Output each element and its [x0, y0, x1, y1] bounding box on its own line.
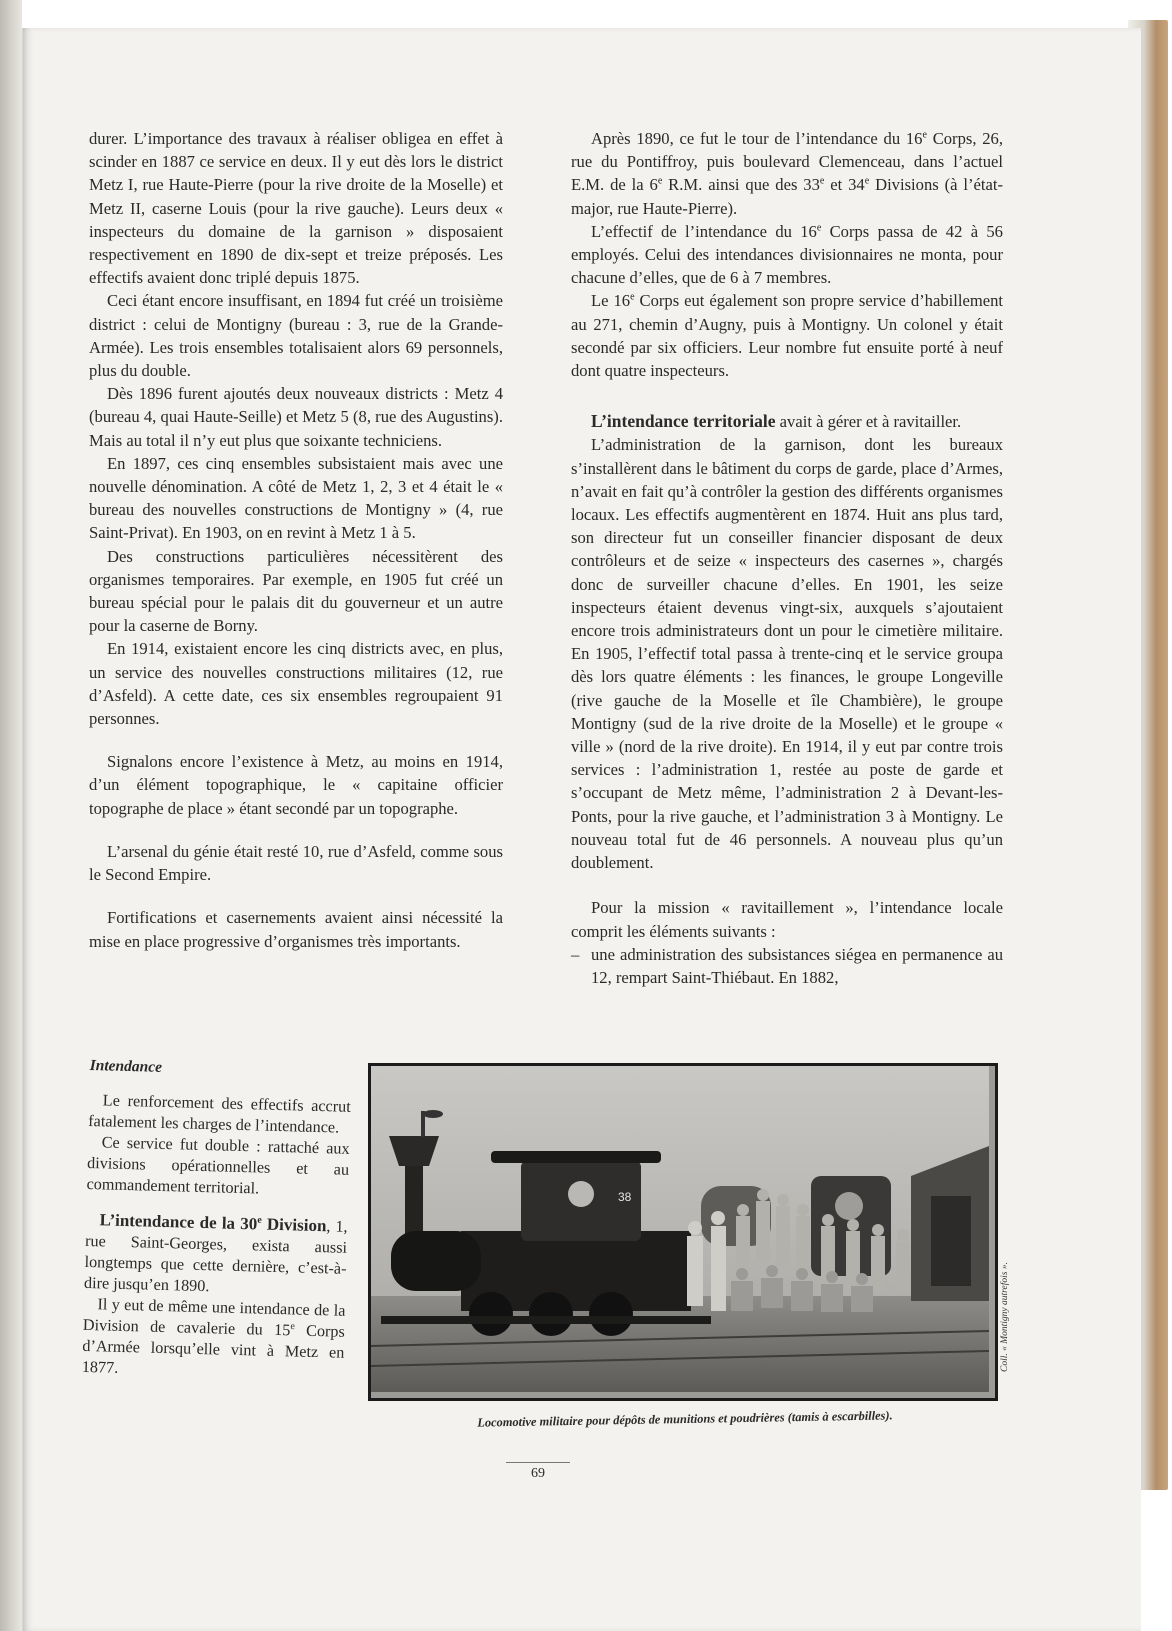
photo-credit: Coll. « Montigny autrefois ». — [1000, 1262, 1010, 1372]
section-lead: L’intendance territoriale — [591, 411, 776, 432]
paragraph: Pour la mission « ravitaillement », l’intendance locale comprit les éléments suivants : — [571, 898, 1003, 941]
paragraph: durer. L’importance des travaux à réaliser obligea en effet à scinder en 1887 ce service en deux. Il y eut dès lors le district Metz I, rue Haute-Pierre (pour la rive droite de la Moselle) et Metz II, caserne Louis (pour la rive gauche). Leurs deux « inspecteurs du domaine de la garnison » disposaient respectivement en 1890 de dix-sept et treize préposés. Les effectifs avaient donc triplé depuis 1875. — [89, 129, 503, 288]
photo-illustration — [371, 1066, 989, 1392]
paragraph: Signalons encore l’existence à Metz, au moins en 1914, d’un élément topographique, le « capitaine officier topographe de place » étant secondé par un topographe. — [89, 752, 503, 818]
paragraph: Fortifications et casernements avaient ainsi nécessité la mise en place progressive d’organismes très importants. — [89, 908, 503, 951]
book-spine-shadow — [0, 0, 22, 1631]
page-number-rule — [506, 1462, 570, 1463]
paragraph: Ceci étant encore insuffisant, en 1894 fut créé un troisième district : celui de Montigny (bureau : 3, rue de la Grande-Armée). Les trois ensembles totalisaient alors 69 personnels, plus du double. — [89, 291, 503, 381]
paragraph: Il y eut de même une intendance de la Division de cavalerie du 15e Corps d’Armée lorsqu’elle vint à Metz en 1877. — [81, 1295, 346, 1377]
paragraph: Ce service fut double : rattaché aux divisions opérationnelles et au commandement territorial. — [86, 1133, 350, 1198]
paragraph: Après 1890, ce fut le tour de l’intendance du 16e Corps, 26, rue du Pontiffroy, puis boulevard Clemenceau, dans l’actuel E.M. de la 6e R.M. ainsi que des 33e et 34e Divisions (à l’état-major, rue Haute-Pierre). — [571, 129, 1004, 218]
paragraph: L’administration de la garnison, dont les bureaux s’installèrent dans le bâtiment du corps de garde, place d’Armes, n’avait en fait qu’à contrôler la gestion des différents organismes locaux. Les effectifs augmentèrent en 1874. Huit ans plus tard, son directeur fut un conseiller financier disposant de deux contrôleurs et de seize « inspecteurs des casernes », chargés donc de surveiller chacune d’elles. En 1901, les seize inspecteurs étaient devenus vingt-six, auxquels s’ajoutaient encore trois administrateurs dont un pour le cimetière militaire. En 1905, l’effectif total passa à trente-cinq et le service groupa dès lors quatre éléments : les finances, le groupe Longeville (rive gauche de la Moselle et île Chambière), le groupe Montigny (sud de la rive droite de la Moselle) et le groupe « ville » (nord de la rive droite). En 1914, il y eut par contre trois services : l’administration 1, restée au poste de garde et s’occupant de Metz même, l’administration 2 à Devant-les-Ponts, pour la rive gauche, et l’administration 3 à Montigny. Le nouveau total fut de 46 personnels. A nouveau plus qu’un doublement. — [571, 435, 1003, 873]
paragraph: L’effectif de l’intendance du 16e Corps passa de 42 à 56 employés. Celui des intendances divisionnaires ne monta, pour chacune d’elles, que de 6 à 7 membres. — [571, 221, 1003, 288]
locomotive-number: 38 — [618, 1190, 632, 1204]
intendance-sidebar — [82, 1055, 352, 1385]
paragraph: Le 16e Corps eut également son propre service d’habillement au 271, chemin d’Augny, puis à Montigny. Un colonel y était secondé par six officiers. Leur nombre fut ensuite porté à neuf dont quatre inspecteurs. — [571, 291, 1003, 381]
paragraph: L’arsenal du génie était resté 10, rue d’Asfeld, comme sous le Second Empire. — [89, 841, 503, 885]
list-item: – une administration des subsistances siégea en permanence au 12, rempart Saint-Thiébaut. En 1882, — [571, 944, 1003, 987]
sidebar-heading: Intendance — [89, 1056, 163, 1076]
paragraph: Dès 1896 furent ajoutés deux nouveaux districts : Metz 4 (bureau 4, quai Haute-Seille) et Metz 5 (8, rue des Augustins). Mais au total il n’y eut plus que soixante techniciens. — [89, 384, 503, 450]
paragraph: En 1914, existaient encore les cinq districts avec, en plus, un service des nouvelles constructions militaires (12, rue d’Asfeld). A cette date, ces six ensembles regroupaient 91 personnes. — [89, 639, 503, 729]
paragraph: Le renforcement des effectifs accrut fatalement les charges de l’intendance. — [88, 1091, 351, 1137]
paragraph: L’intendance de la 30e Division, 1, rue Saint-Georges, exista aussi longtemps que cette dernière, c’est-à-dire jusqu’en 1890. — [83, 1210, 348, 1296]
locomotive-photo — [368, 1063, 998, 1401]
section-paragraph: L’intendance territoriale avait à gérer et à ravitailler. — [591, 411, 962, 432]
paragraph: Des constructions particulières nécessitèrent des organismes temporaires. Par exemple, en 1905 fut créé un bureau spécial pour le palais dit du gouverneur et un autre pour la caserne de Borny. — [89, 546, 503, 636]
page-number: 69 — [531, 1466, 545, 1481]
paragraph: En 1897, ces cinq ensembles subsistaient mais avec une nouvelle dénomination. A côté de Metz 1, 2, 3 et 4 était le « bureau des nouvelles constructions de Montigny » (4, rue Saint-Privat). En 1903, on en revint à Metz 1 à 5. — [89, 453, 503, 543]
right-text-column — [571, 127, 1003, 989]
photo-caption: Locomotive militaire pour dépôts de munitions et poudrières (tamis à escarbilles). — [477, 1408, 893, 1430]
left-text-column — [89, 127, 503, 953]
